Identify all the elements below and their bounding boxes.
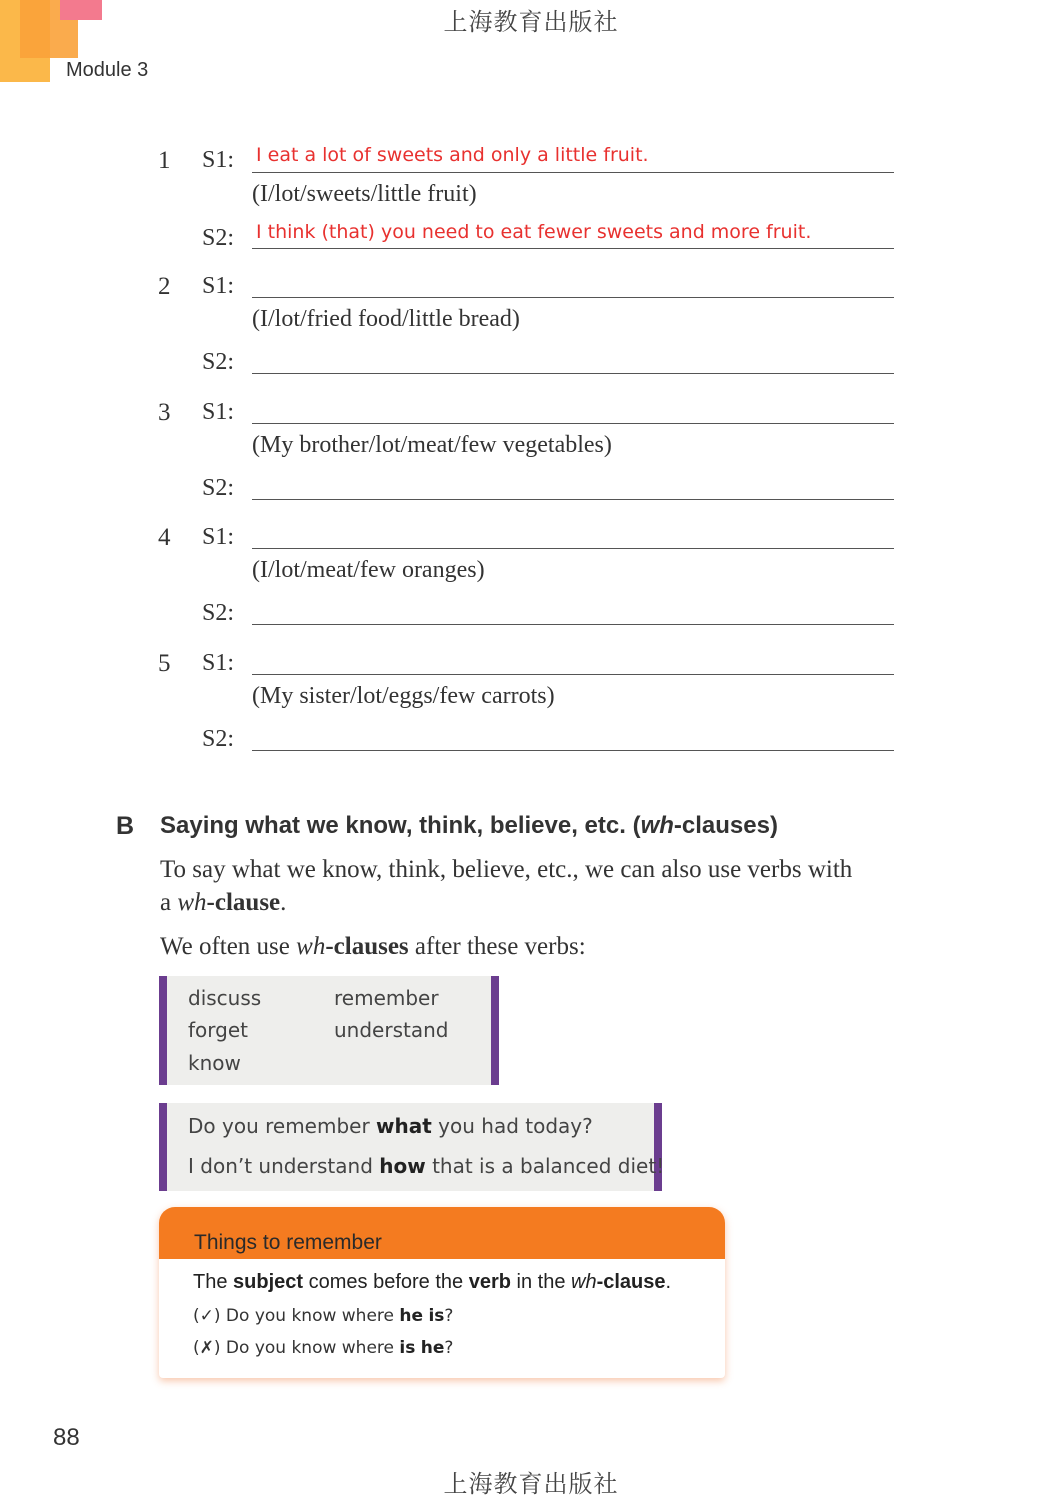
item-number: 1: [158, 147, 171, 174]
speaker-label: S2:: [202, 225, 235, 251]
verb-item: discuss: [188, 986, 262, 1010]
speaker-label: S2:: [202, 349, 235, 375]
speaker-label: S1:: [202, 399, 235, 425]
publisher-header: 上海教育出版社: [443, 10, 619, 36]
verb-item: know: [188, 1051, 241, 1075]
things-to-remember-box: [159, 1207, 725, 1378]
example-sentence: I don’t understand how that is a balanced diet!: [188, 1154, 665, 1178]
answer-text: I think (that) you need to eat fewer sweets and more fruit.: [256, 221, 812, 243]
cross-icon: (✗): [193, 1338, 221, 1358]
speaker-label: S2:: [202, 475, 235, 501]
verb-item: remember: [334, 986, 439, 1010]
speaker-label: S1:: [202, 273, 235, 299]
publisher-footer: 上海教育出版社: [443, 1472, 619, 1498]
speaker-label: S1:: [202, 650, 235, 676]
section-letter: B: [116, 812, 135, 840]
example-sentence: Do you remember what you had today?: [188, 1114, 593, 1138]
answer-line[interactable]: [252, 423, 894, 424]
answer-line[interactable]: [252, 172, 894, 173]
answer-line[interactable]: [252, 248, 894, 249]
page-number: 88: [53, 1424, 80, 1451]
prompt: (I/lot/fried food/little bread): [252, 306, 520, 332]
section-title: Saying what we know, think, believe, etc. (wh-clauses): [160, 812, 778, 839]
item-number: 5: [158, 650, 171, 677]
answer-line[interactable]: [252, 624, 894, 625]
example-box: [159, 1103, 665, 1191]
answer-line[interactable]: [252, 499, 894, 500]
speaker-label: S2:: [202, 600, 235, 626]
things-to-remember-title: Things to remember: [194, 1231, 382, 1254]
grammar-rule: The subject comes before the verb in the wh-clause.: [193, 1271, 672, 1293]
verb-item: understand: [334, 1018, 449, 1042]
speaker-label: S1:: [202, 147, 235, 173]
speaker-label: S1:: [202, 524, 235, 550]
item-number: 4: [158, 524, 171, 551]
prompt: (I/lot/sweets/little fruit): [252, 181, 477, 207]
answer-line[interactable]: [252, 674, 894, 675]
prompt: (I/lot/meat/few oranges): [252, 557, 485, 583]
answer-line[interactable]: [252, 750, 894, 751]
answer-text: I eat a lot of sweets and only a little fruit.: [256, 144, 649, 166]
module-label: Module 3: [66, 59, 149, 81]
prompt: (My sister/lot/eggs/few carrots): [252, 683, 555, 709]
incorrect-example: (✗) Do you know where is he?: [193, 1338, 454, 1358]
verbs-intro: We often use wh-clauses after these verbs:: [160, 933, 586, 960]
check-icon: (✓): [193, 1306, 221, 1326]
verb-item: forget: [188, 1018, 248, 1042]
answer-line[interactable]: [252, 373, 894, 374]
prompt: (My brother/lot/meat/few vegetables): [252, 432, 612, 458]
item-number: 3: [158, 399, 171, 426]
item-number: 2: [158, 273, 171, 300]
answer-line[interactable]: [252, 548, 894, 549]
section-intro: To say what we know, think, believe, etc., we can also use verbs with a wh-clause.: [160, 856, 853, 916]
speaker-label: S2:: [202, 726, 235, 752]
correct-example: (✓) Do you know where he is?: [193, 1306, 454, 1326]
answer-line[interactable]: [252, 297, 894, 298]
verb-list-box: [159, 976, 499, 1085]
